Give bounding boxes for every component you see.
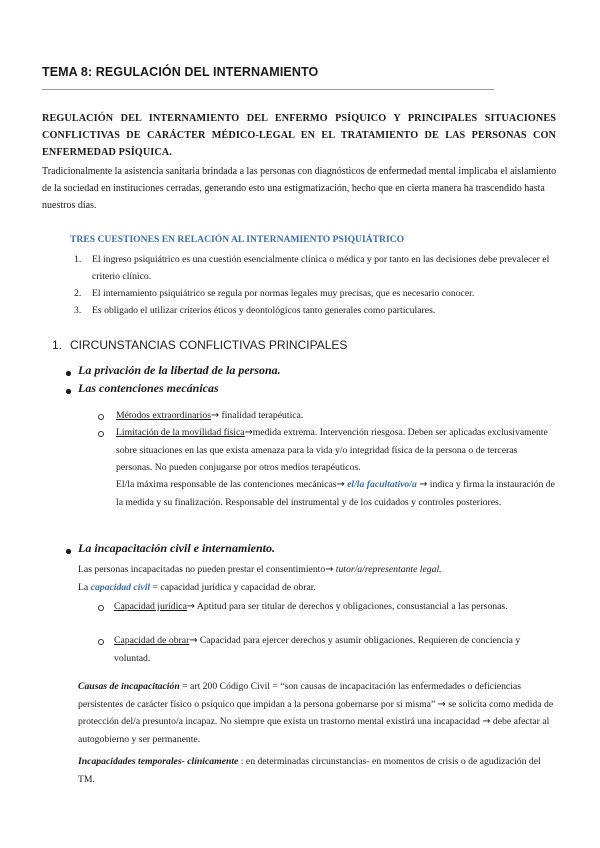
list-item: 1. El ingreso psiquiátrico es una cuestión esencialmente clínica o médica y por tanto en las decisiones debe prevalecer el criterio clínico. <box>74 254 550 282</box>
circle-bullet-icon <box>98 605 104 611</box>
paragraph-capacidad-civil: La capacidad civil = capacidad jurídica y capacidad de obrar. <box>78 582 316 593</box>
list-item: 3. Es obligado el utilizar criterios éticos y deontológicos tanto generales como particulares. <box>74 305 436 316</box>
title-divider <box>42 89 494 90</box>
item-metodos-extraordinarios: Métodos extraordinarios→ finalidad terapéutica. <box>116 410 304 421</box>
intro-paragraph: Tradicionalmente la asistencia sanitaria brindada a las personas con diagnósticos de enfermedad mental implicaba el aislamiento de la sociedad en instituciones cerradas, generando esto una estigmatización, hecho que en cierta manera ha trascendido hasta nuestros días. <box>42 166 557 211</box>
bullet-icon <box>66 371 71 376</box>
circle-bullet-icon <box>98 639 104 645</box>
bullet-privacion: La privación de la libertad de la persona. <box>78 363 281 377</box>
bullet-contenciones: Las contenciones mecánicas <box>78 381 219 395</box>
page-title: TEMA 8: REGULACIÓN DEL INTERNAMIENTO <box>42 65 319 79</box>
numbered-list <box>58 251 558 319</box>
subheading-tres-cuestiones: TRES CUESTIONES EN RELACIÓN AL INTERNAMIENTO PSIQUIÁTRICO <box>70 234 405 245</box>
paragraph-responsable: El/la máxima responsable de las contenciones mecánicas→ el/la facultativo/a → indica y firma la instauración de la medida y su finalización. Responsable del instrumental y de los cuidados y controles posteriores. <box>116 479 555 508</box>
item-capacidad-obrar: Capacidad de obrar→ Capacidad para ejercer derechos y asumir obligaciones. Requieren de conciencia y voluntad. <box>114 635 521 664</box>
list-item: 2. El internamiento psiquiátrico se regula por normas legales muy precisas, que es necesario conocer. <box>74 288 475 299</box>
item-limitacion-movilidad: Limitación de la movilidad física→medida extrema. Intervención riesgosa. Deben ser aplicadas exclusivamente sobre situaciones en las que exista amenaza para la vida y/o integridad física de la persona o de terceras personas. No pueden conjugarse por otros medios terapéuticos. <box>116 427 548 473</box>
circle-bullet-icon <box>98 431 104 437</box>
paragraph-consentimiento: Las personas incapacitadas no pueden prestar el consentimiento→ tutor/a/representante legal. <box>78 564 442 575</box>
section-1-heading: 1. CIRCUNSTANCIAS CONFLICTIVAS PRINCIPALES <box>52 338 348 352</box>
circle-bullet-icon <box>98 414 104 420</box>
bullet-incapacitacion: La incapacitación civil e internamiento. <box>78 541 275 555</box>
bullet-icon <box>66 549 71 554</box>
paragraph-causas-incapacitacion: Causas de incapacitación = art 200 Código Civil = “son causas de incapacitación las enfermedades o deficiencias persistentes de carácter físico o psíquico que impidan a la persona gobernarse por sí misma” → se solicita como medida de protección del/a presunto/a incapaz. No siempre que exista un trastorno mental existirá una incapacidad → debe afectar al autogobierno y ser permanente. <box>78 681 554 745</box>
bullet-icon <box>66 389 71 394</box>
item-capacidad-juridica: Capacidad jurídica→ Aptitud para ser titular de derechos y obligaciones, consustancial a las personas. <box>114 601 508 612</box>
paragraph-incapacidades-temporales: Incapacidades temporales- clínicamente : en determinadas circunstancias- en momentos de crisis o de agudización del TM. <box>78 756 541 785</box>
section-heading: REGULACIÓN DEL INTERNAMIENTO DEL ENFERMO PSÍQUICO Y PRINCIPALES SITUACIONES CONFLICTIVAS DE CARÁCTER MÉDICO-LEGAL EN EL TRATAMIENTO DE LAS PERSONAS CON ENFERMEDAD PSÍQUICA. <box>42 113 556 158</box>
